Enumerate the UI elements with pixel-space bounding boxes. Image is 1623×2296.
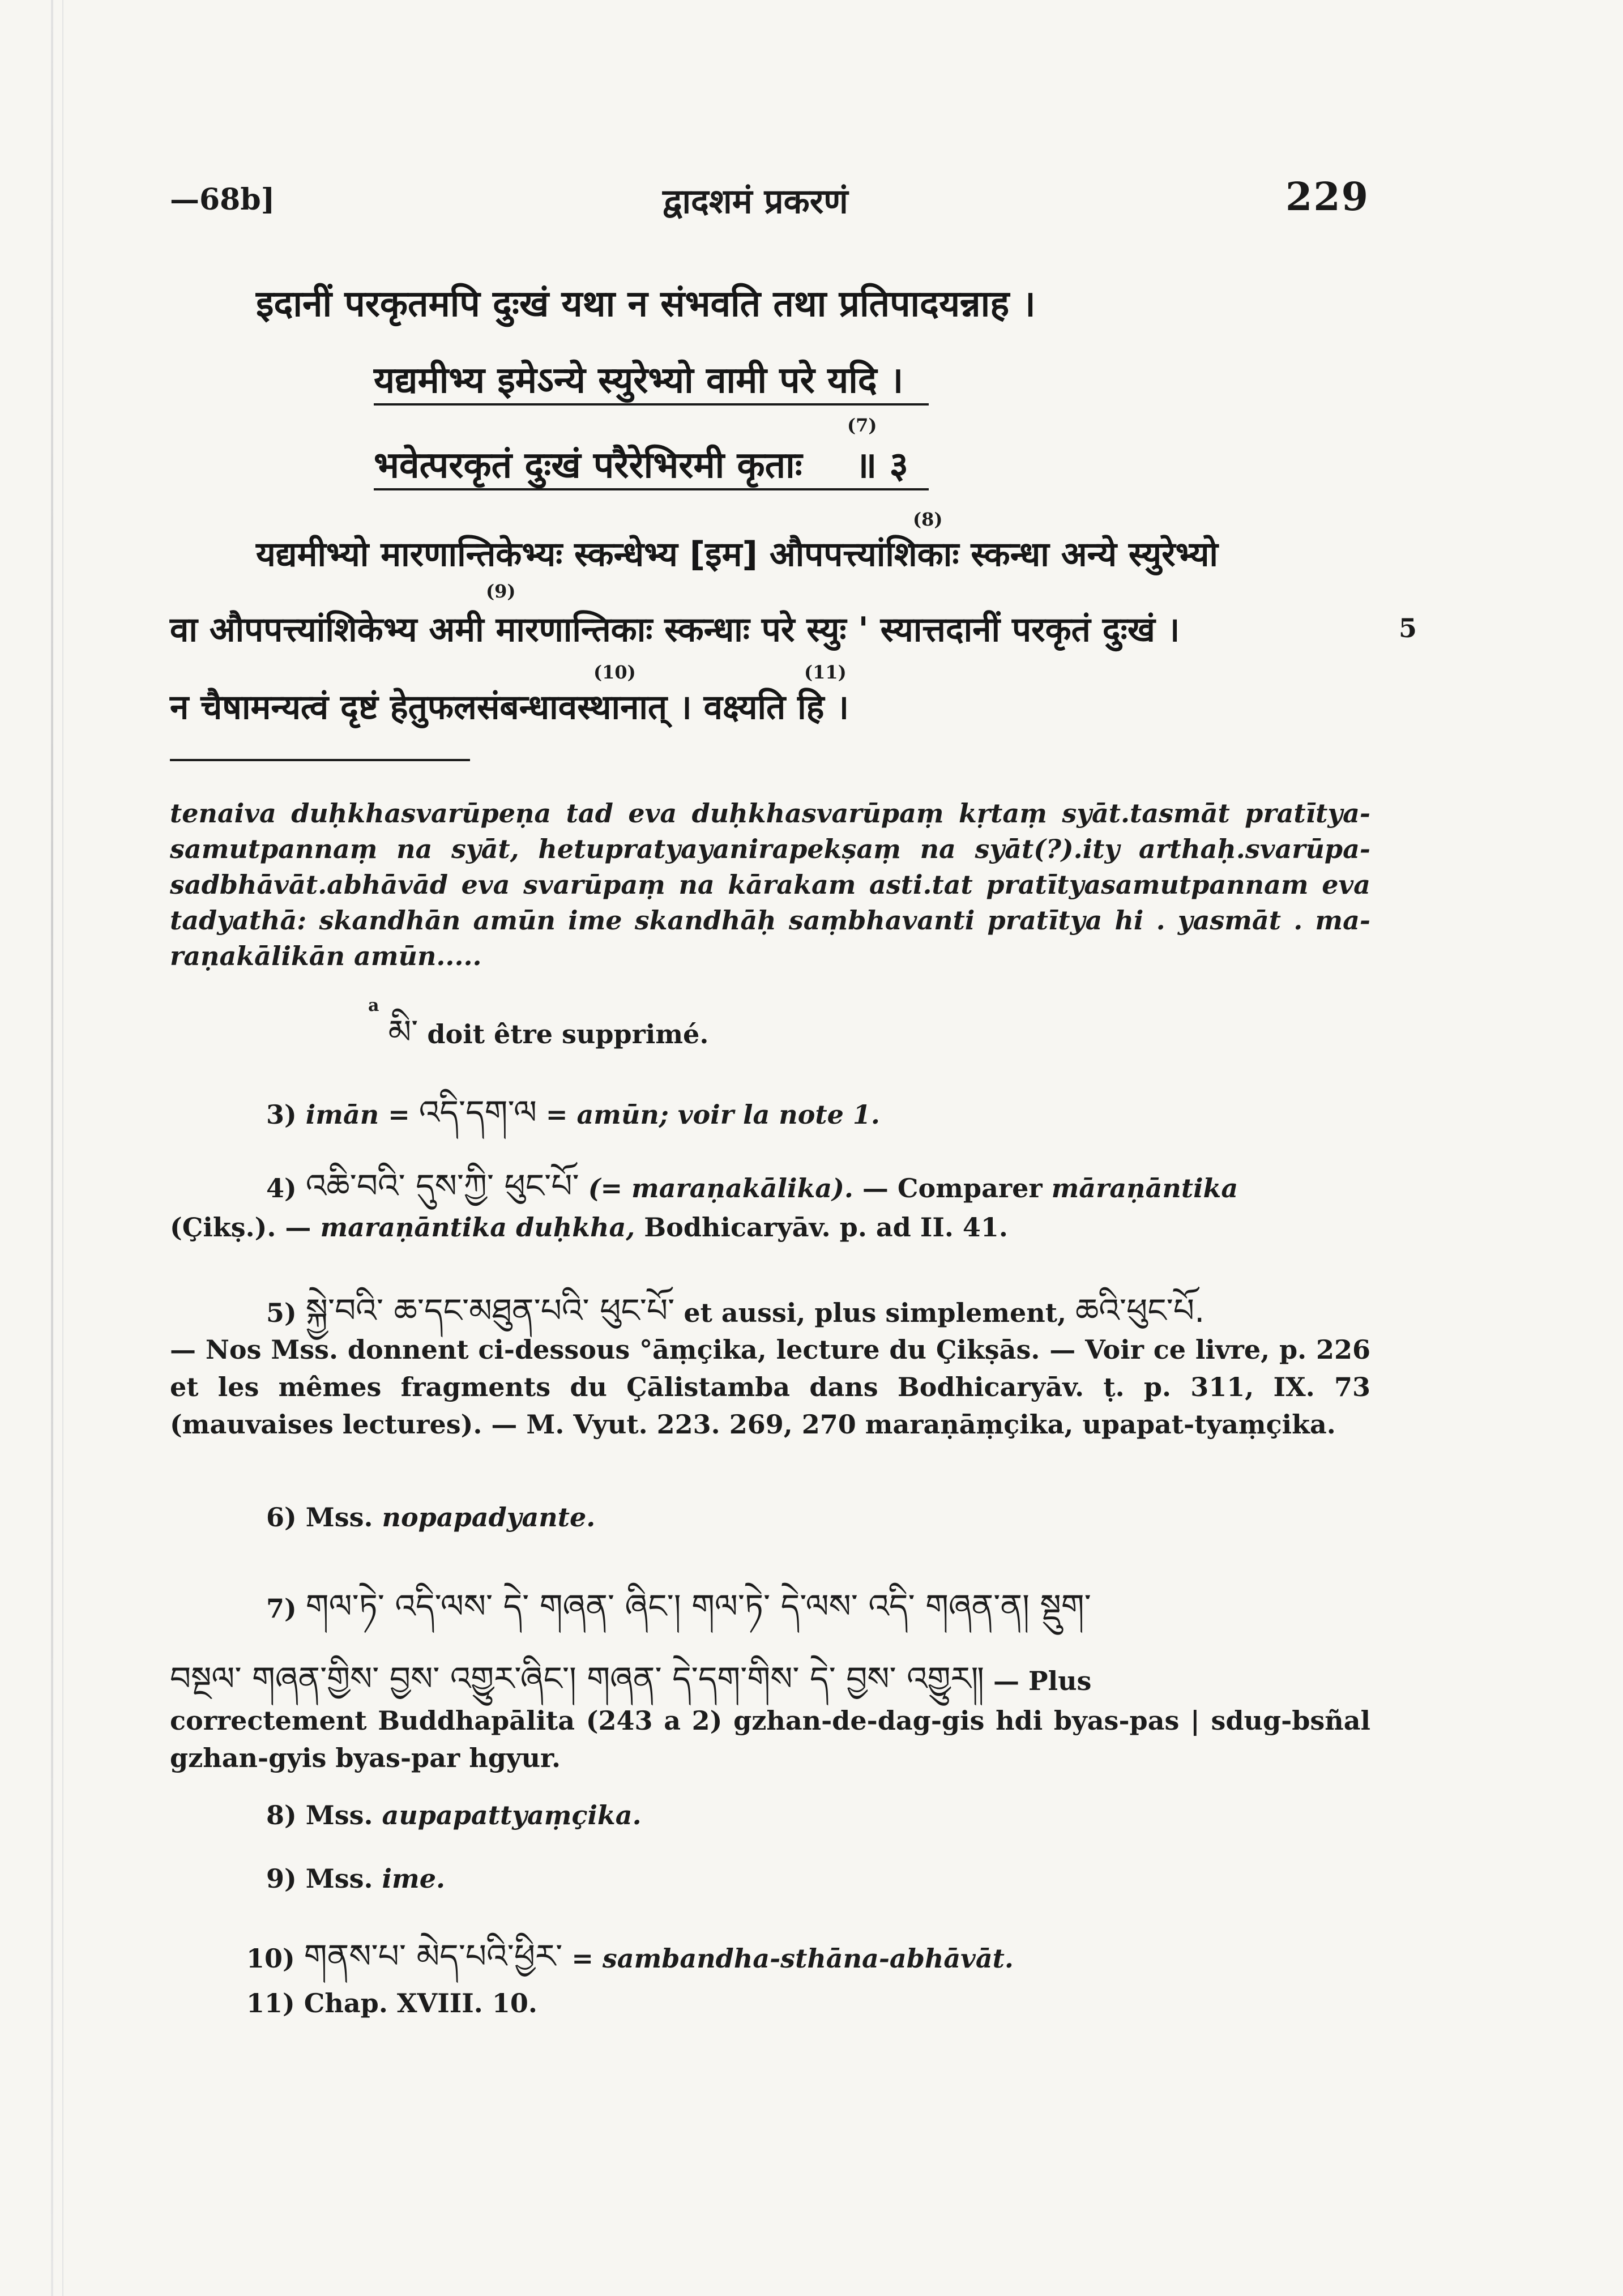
footnote-3: 3) imān = འདི་དག་ལ = amūn; voir la note 1. [266,1093,880,1132]
footnote-10-text: = sambandha-sthāna-abhāvāt. [571,1943,1014,1974]
footnote-marker-11: (11) [804,662,847,683]
footnote-9 [266,1863,445,1894]
footnote-4-reference: Bodhicaryāv. p. ad II. 41. [644,1212,1008,1243]
sanskrit-prose-intro: इदानीं परकृतमपि दुःखं यथा न संभवति तथा प्रतिपादयन्नाह । [256,283,1036,325]
footnote-marker-10: (10) [593,662,636,683]
footnote-4-tibetan: འཆི་བའི་ དུས་ཀྱི་ ཕུང་པོ་ [305,1167,579,1205]
footnote-a-tibetan: མི་ [388,1013,418,1051]
footnote-4-line-2 [170,1212,1008,1243]
footnote-8-term: aupapattyaṃçika. [382,1800,642,1830]
footnote-6-term: nopapadyante. [382,1502,596,1533]
commentary-line-3: न चैषामन्यत्वं दृष्टं हेतुफलसंबन्धावस्थानात् । वक्ष्यति हि । [170,688,849,727]
verse-footnote-marker-7: (7) [847,415,877,436]
footnote-5-continuation: — Nos Mss. donnent ci-dessous °āṃçika, lecture du Çikṣās. — Voir ce livre, p. 226 et les mêmes fragments du Çālistamba dans Bodhicaryāv. ṭ. p. 311, IX. 73 (mauvaises lectures). — M. Vyut. 223. 269, 270 maraṇāṃçika, upapat-tyaṃçika. [170,1334,1370,1440]
footnote-3-rest: amūn; voir la note 1. [576,1099,880,1130]
footnote-10-number: 10) [246,1943,295,1974]
footnote-4-term: māraṇāntika [1051,1173,1238,1204]
chapter-title: द्वादशमं प्रकरणं [663,182,848,221]
verse-line-2: भवेत्परकृतं दुःखं परैरेभिरमी कृताः [374,445,802,486]
footnote-9-term: ime. [382,1863,445,1894]
line-number: 5 [1399,613,1417,643]
footnote-8 [266,1800,642,1830]
footnote-8-text: Mss. [305,1800,373,1830]
footnote-5-tibetan-1: སྐྱེ་བའི་ ཆ་དང་མཐུན་པའི་ ཕུང་པོ་ [305,1291,675,1330]
footnote-8-number: 8) [266,1800,297,1830]
footnote-6 [266,1502,595,1533]
footnote-4-text: — Comparer [862,1173,1043,1204]
footnote-marker-8: (8) [913,509,943,530]
footnote-4-source: (Çikṣ.). — [170,1212,311,1243]
footnote-9-text: Mss. [305,1863,373,1894]
footnote-3-term: imān [305,1099,379,1130]
footnote-5-tibetan-2: ཆའི་ཕུང་པོ. [1075,1291,1205,1330]
footnote-5-number: 5) [266,1298,297,1328]
footnote-3-number: 3) [266,1099,297,1130]
footnote-7-tibetan-2: བསྔལ་ གཞན་གྱིས་ བྱས་ འགྱུར་ཞིང་། གཞན་ དེ་དག་གིས་ དེ་ བྱས་ འགྱུར༎ [170,1659,984,1698]
footnote-6-number: 6) [266,1502,297,1533]
footnote-11-text: Chap. XVIII. 10. [304,1988,537,2018]
verse-rule-1 [374,403,929,406]
footnote-5-text: et aussi, plus simplement, [684,1298,1066,1328]
footnote-10-tibetan: གནས་པ་ མེད་པའི་ཕྱིར་ [304,1937,563,1975]
footnote-a-marker: a [368,996,379,1015]
footnote-a-text: doit être supprimé. [427,1019,709,1049]
tibetan-rendering-note: tenaiva duḥkhasvarūpeṇa tad eva duḥkhasvarūpaṃ kṛtaṃ syāt.tasmāt pratītya-samutpannaṃ na syāt, hetupratyayanirapekṣaṃ na syāt(?).ity arthaḥ.svarūpa-sadbhāvāt.abhāvād eva svarūpaṃ na kārakam asti.tat pratītyasamutpannam eva tadyathā: skandhān amūn ime skandhāḥ saṃbhavanti pratītya hi . yasmāt . ma-raṇakālikān amūn..... [170,798,1370,971]
footnote-3-tibetan: འདི་དག་ལ [418,1093,537,1132]
verse-rule-2 [374,488,929,490]
footnote-4-gloss: (= maraṇakālika). [588,1173,853,1204]
commentary-line-1: यद्यमीभ्यो मारणान्तिकेभ्यः स्कन्धेभ्य [इम] औपपत्त्यांशिकाः स्कन्धा अन्ये स्युरेभ्यो [256,535,1218,574]
footnote-11-number: 11) [246,1988,295,2018]
verse-line-1: यद्यमीभ्य इमेऽन्ये स्युरेभ्यो वामी परे यदि । [374,360,904,402]
scan-edge [51,0,53,2296]
footnote-7-tibetan-1: གལ་ཏེ་ འདི་ལས་ དེ་ གཞན་ ཞིང་། གལ་ཏེ་ དེ་ལས་ འདི་ གཞན་ན། སྡུག་ [305,1587,1091,1625]
footnote-7-continuation: correctement Buddhapālita (243 a 2) gzhan-de-dag-gis hdi byas-pas | sdug-bsñal gzhan-gyis byas-par hgyur. [170,1705,1370,1773]
footnote-11 [246,1988,537,2018]
footnote-9-number: 9) [266,1863,297,1894]
footnote-7-number: 7) [266,1593,297,1624]
footnote-6-text: Mss. [305,1502,373,1533]
scan-edge-inner [62,0,63,2296]
folio-reference: —68b] [170,182,275,217]
verse-number: ॥ ३ [855,445,908,486]
page-number: 229 [1285,174,1369,220]
footnote-a [368,996,708,1088]
commentary-line-2: वा औपपत्त्यांशिकेभ्य अमी मारणान्तिकाः स्कन्धाः परे स्युः ' स्यात्तदानीं परकृतं दुःखं । [170,610,1180,650]
footnote-marker-9: (9) [486,581,516,602]
footnote-7-text: — Plus [993,1666,1092,1696]
footnote-separator [170,759,470,761]
footnote-4-term-2: maraṇāntika duḥkha, [320,1212,635,1243]
footnote-4-number: 4) [266,1173,297,1204]
